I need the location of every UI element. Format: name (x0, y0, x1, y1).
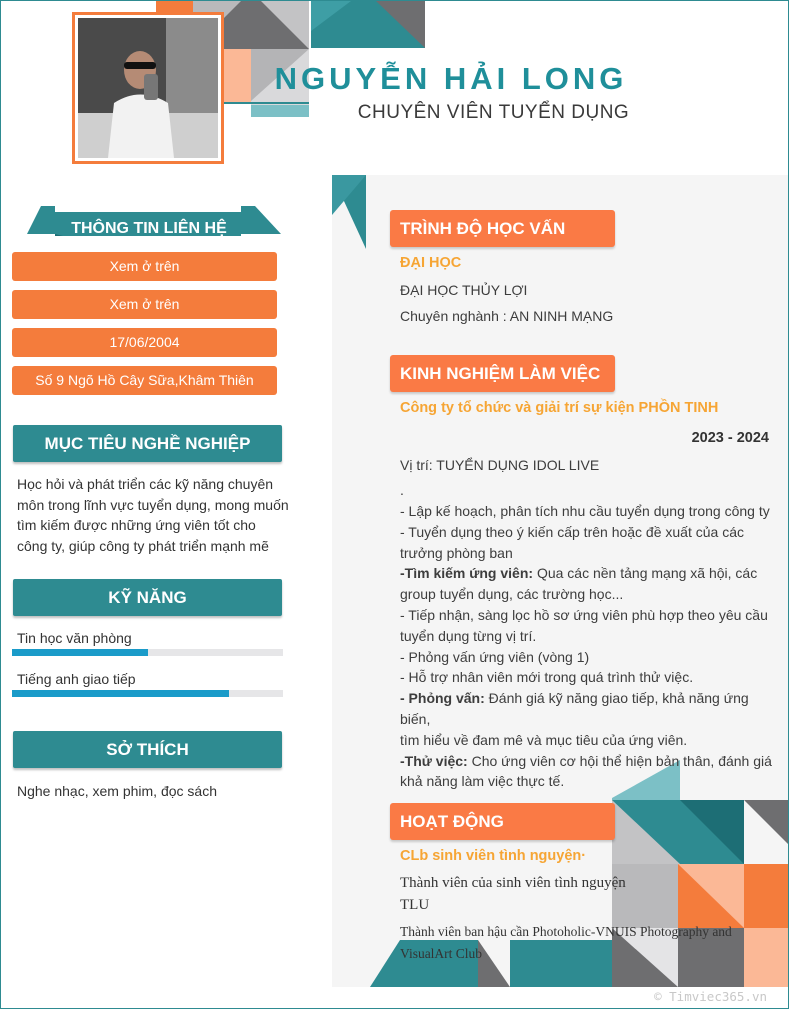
experience-line (400, 563, 776, 584)
objective-line: công ty, giúp công ty phát triển mạnh mẽ (17, 537, 269, 554)
panel-corner-decoration (332, 175, 368, 251)
experience-line-text: khả năng làm việc thực tế. (400, 773, 565, 790)
experience-line (400, 501, 776, 522)
skill-bar (12, 690, 283, 697)
activity-line: VisualArt Club (400, 946, 483, 961)
skill-bar-fill (12, 649, 148, 656)
experience-company: Công ty tổ chức và giải trí sự kiện PHỒN TINH (400, 400, 719, 416)
skill-bar-fill (12, 690, 229, 697)
experience-line-text: - Tuyển dụng theo ý kiến cấp trên hoặc đề xuất của các (400, 523, 744, 540)
person-silhouette-icon (78, 18, 218, 158)
profile-photo-image (78, 18, 218, 158)
contact-phone: Xem ở trên (12, 252, 277, 281)
education-major: Chuyên nghành : AN NINH MẠNG (400, 308, 614, 324)
activities-heading: HOẠT ĐỘNG (390, 803, 615, 840)
objective-text (17, 474, 291, 556)
candidate-job-title: CHUYÊN VIÊN TUYỂN DỤNG (357, 102, 630, 123)
experience-line-text: group tuyển dụng, các trường học... (400, 586, 624, 603)
experience-line (400, 667, 776, 688)
experience-line (400, 771, 776, 792)
experience-heading: KINH NGHIỆM LÀM VIỆC (390, 355, 615, 392)
contact-address: Số 9 Ngõ Hồ Cây Sữa,Khâm Thiên (12, 366, 277, 395)
contact-heading: THÔNG TIN LIÊN HỆ (71, 220, 227, 237)
contact-email: Xem ở trên (12, 290, 277, 319)
experience-position: Vị trí: TUYỂN DỤNG IDOL LIVE (400, 457, 600, 473)
activity-line: Thành viên của sinh viên tình nguyện (400, 875, 626, 891)
skill-bar (12, 649, 283, 656)
experience-line-text: - Tiếp nhận, sàng lọc hồ sơ ứng viên phù hợp theo yêu cầu (400, 606, 768, 623)
experience-line (400, 647, 776, 668)
experience-line (400, 584, 776, 605)
experience-line-text: Cho ứng viên cơ hội thể hiện bản thân, đánh giá (467, 752, 772, 769)
experience-line-text: Qua các nền tảng mạng xã hội, các (533, 565, 758, 582)
experience-line-text: Đánh giá kỹ năng giao tiếp, khả năng ứng biến, (400, 690, 749, 727)
hobbies-heading: SỞ THÍCH (13, 731, 282, 768)
activity-line: TLU (400, 897, 430, 913)
experience-line (400, 730, 776, 751)
experience-line-text: - Lập kế hoạch, phân tích nhu cầu tuyển dụng trong công ty (400, 503, 770, 519)
activities-org: CLb sinh viên tình nguyện· (400, 848, 587, 864)
footer-credit: © Timviec365.vn (654, 989, 767, 1004)
objective-heading: MỤC TIÊU NGHỀ NGHIỆP (13, 425, 282, 462)
hobbies-text: Nghe nhạc, xem phim, đọc sách (17, 783, 217, 799)
experience-dot: . (400, 482, 404, 498)
skill-label: Tin học văn phòng (17, 630, 132, 646)
experience-line-text: - Phỏng vấn ứng viên (vòng 1) (400, 648, 590, 665)
objective-line: tìm kiếm được những ứng viên tốt cho (17, 517, 256, 533)
activity-line: Thành viên ban hậu cần Photoholic-VNUIS Photography and (400, 924, 732, 939)
skills-heading: KỸ NĂNG (13, 579, 282, 616)
experience-line-text: - Hỗ trợ nhân viên mới trong quá trình thử việc. (400, 669, 694, 686)
experience-line-text: trưởng phòng ban (400, 544, 513, 561)
experience-line (400, 522, 776, 543)
education-level: ĐẠI HỌC (400, 255, 462, 271)
experience-line (400, 605, 776, 626)
experience-description (400, 501, 776, 792)
experience-line (400, 543, 776, 564)
candidate-name: NGUYỄN HẢI LONG (274, 61, 628, 96)
skill-label: Tiếng anh giao tiếp (17, 671, 136, 687)
objective-line: Học hỏi và phát triển các kỹ năng chuyên (17, 476, 274, 492)
experience-period: 2023 - 2024 (691, 430, 769, 446)
experience-line (400, 688, 776, 730)
experience-line-label: - Phỏng vấn: (400, 690, 485, 707)
profile-photo (72, 12, 224, 164)
activities-extra (400, 921, 760, 965)
experience-line-text: tuyển dụng từng vị trí. (400, 627, 537, 644)
experience-line-label: -Tìm kiếm ứng viên: (400, 565, 534, 582)
experience-line-text: tìm hiểu về đam mê và mục tiêu của ứng viên. (400, 731, 688, 748)
experience-line (400, 626, 776, 647)
experience-line-label: -Thử việc: (400, 752, 468, 769)
objective-line: môn trong lĩnh vực tuyển dụng, mong muốn (17, 496, 289, 513)
contact-birthday: 17/06/2004 (12, 328, 277, 357)
experience-line (400, 751, 776, 772)
education-heading: TRÌNH ĐỘ HỌC VẤN (390, 210, 615, 247)
education-school: ĐẠI HỌC THỦY LỢI (400, 282, 528, 298)
activities-membership (400, 872, 660, 916)
